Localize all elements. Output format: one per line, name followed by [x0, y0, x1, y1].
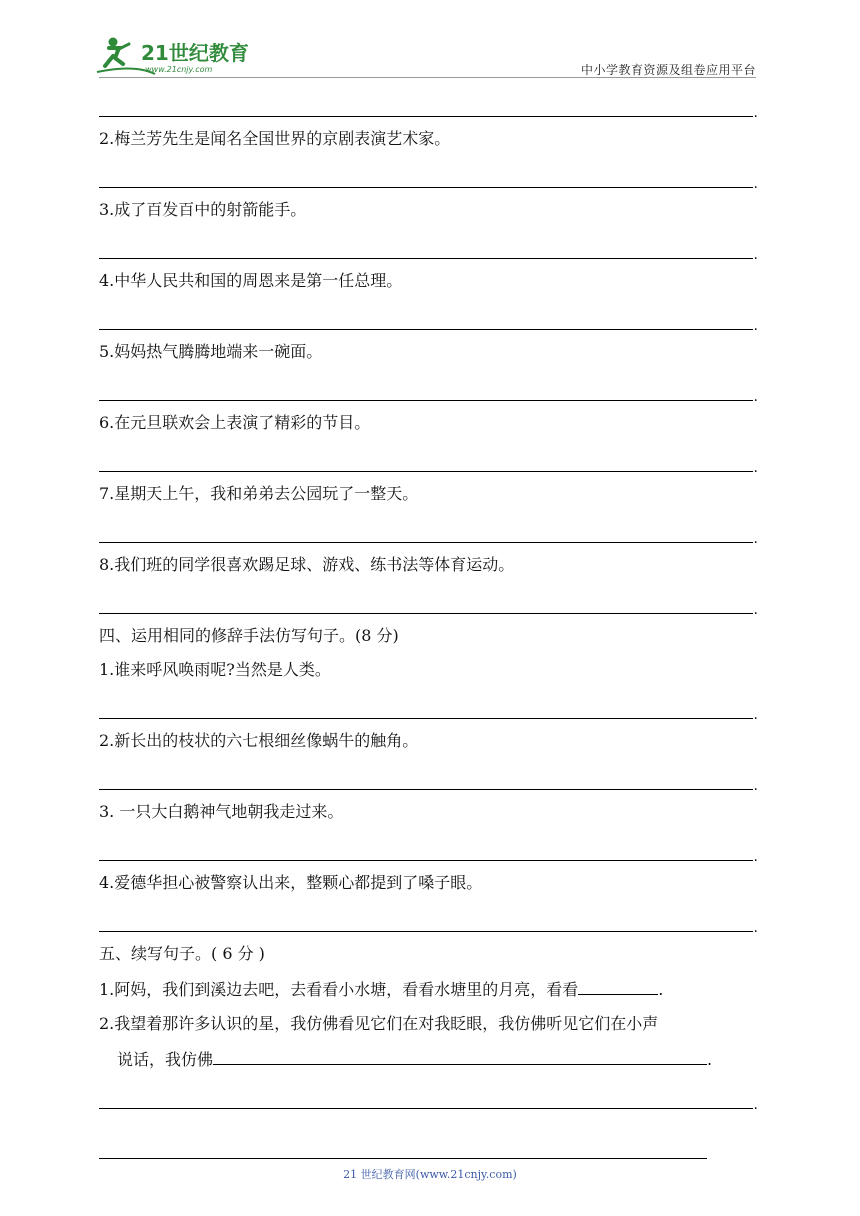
svg-text:www.21cnjy.com: www.21cnjy.com — [145, 65, 213, 74]
question-3-4: 4.中华人民共和国的周恩来是第一任总理。 — [99, 271, 403, 290]
question-4-3: 3. 一只大白鹅神气地朝我走过来。 — [99, 802, 344, 821]
question-5-1-text: 1.阿妈，我们到溪边去吧，去看看小水塘，看看水塘里的月亮，看看 — [99, 980, 579, 999]
svg-text:21世纪教育: 21世纪教育 — [141, 41, 249, 65]
header-divider — [99, 77, 756, 78]
answer-line[interactable]: . — [99, 92, 753, 117]
answer-line[interactable]: . — [99, 694, 753, 719]
question-4-1: 1.谁来呼风唤雨呢?当然是人类。 — [99, 660, 331, 679]
question-5-1 — [99, 978, 753, 1000]
question-3-3: 3.成了百发百中的射箭能手。 — [99, 200, 307, 219]
section-5-title: 五、续写句子。( 6 分 ) — [99, 944, 265, 963]
question-5-2-text: 说话，我仿佛 — [117, 1050, 214, 1069]
question-3-5: 5.妈妈热气腾腾地端来一碗面。 — [99, 342, 323, 361]
question-4-2: 2.新长出的枝状的六七根细丝像蜗牛的触角。 — [99, 731, 419, 750]
inline-answer-blank[interactable] — [578, 978, 658, 995]
platform-tagline: 中小学教育资源及组卷应用平台 — [580, 63, 756, 77]
question-4-4: 4.爱德华担心被警察认出来，整颗心都提到了嗓子眼。 — [99, 873, 483, 892]
worksheet-content — [99, 92, 758, 1113]
answer-line[interactable]: . — [99, 305, 753, 330]
answer-line[interactable]: . — [99, 163, 753, 188]
end-mark: . — [707, 1050, 713, 1069]
page-header — [0, 0, 860, 80]
answer-line[interactable]: . — [99, 447, 753, 472]
end-mark: . — [658, 980, 664, 999]
question-5-2-line1: 2.我望着那许多认识的星，我仿佛看见它们在对我眨眼，我仿佛听见它们在小声 — [99, 1014, 659, 1033]
answer-line[interactable]: . — [99, 1084, 753, 1109]
question-3-8: 8.我们班的同学很喜欢踢足球、游戏、练书法等体育运动。 — [99, 555, 515, 574]
answer-line[interactable]: . — [99, 907, 753, 932]
answer-line[interactable]: . — [99, 376, 753, 401]
section-4-title: 四、运用相同的修辞手法仿写句子。(8 分) — [99, 626, 399, 645]
question-3-7: 7.星期天上午，我和弟弟去公园玩了一整天。 — [99, 484, 419, 503]
inline-answer-blank[interactable] — [213, 1048, 707, 1065]
question-3-2: 2.梅兰芳先生是闻名全国世界的京剧表演艺术家。 — [99, 129, 451, 148]
question-5-2-line2 — [99, 1048, 753, 1070]
answer-line[interactable]: . — [99, 589, 753, 614]
answer-line[interactable]: . — [99, 836, 753, 861]
footer-divider — [99, 1158, 707, 1159]
logo — [95, 34, 255, 78]
footer-source: 21 世纪教育网(www.21cnjy.com) — [343, 1168, 517, 1181]
question-3-6: 6.在元旦联欢会上表演了精彩的节目。 — [99, 413, 371, 432]
answer-line[interactable]: . — [99, 234, 753, 259]
answer-line[interactable]: . — [99, 518, 753, 543]
answer-line[interactable]: . — [99, 765, 753, 790]
